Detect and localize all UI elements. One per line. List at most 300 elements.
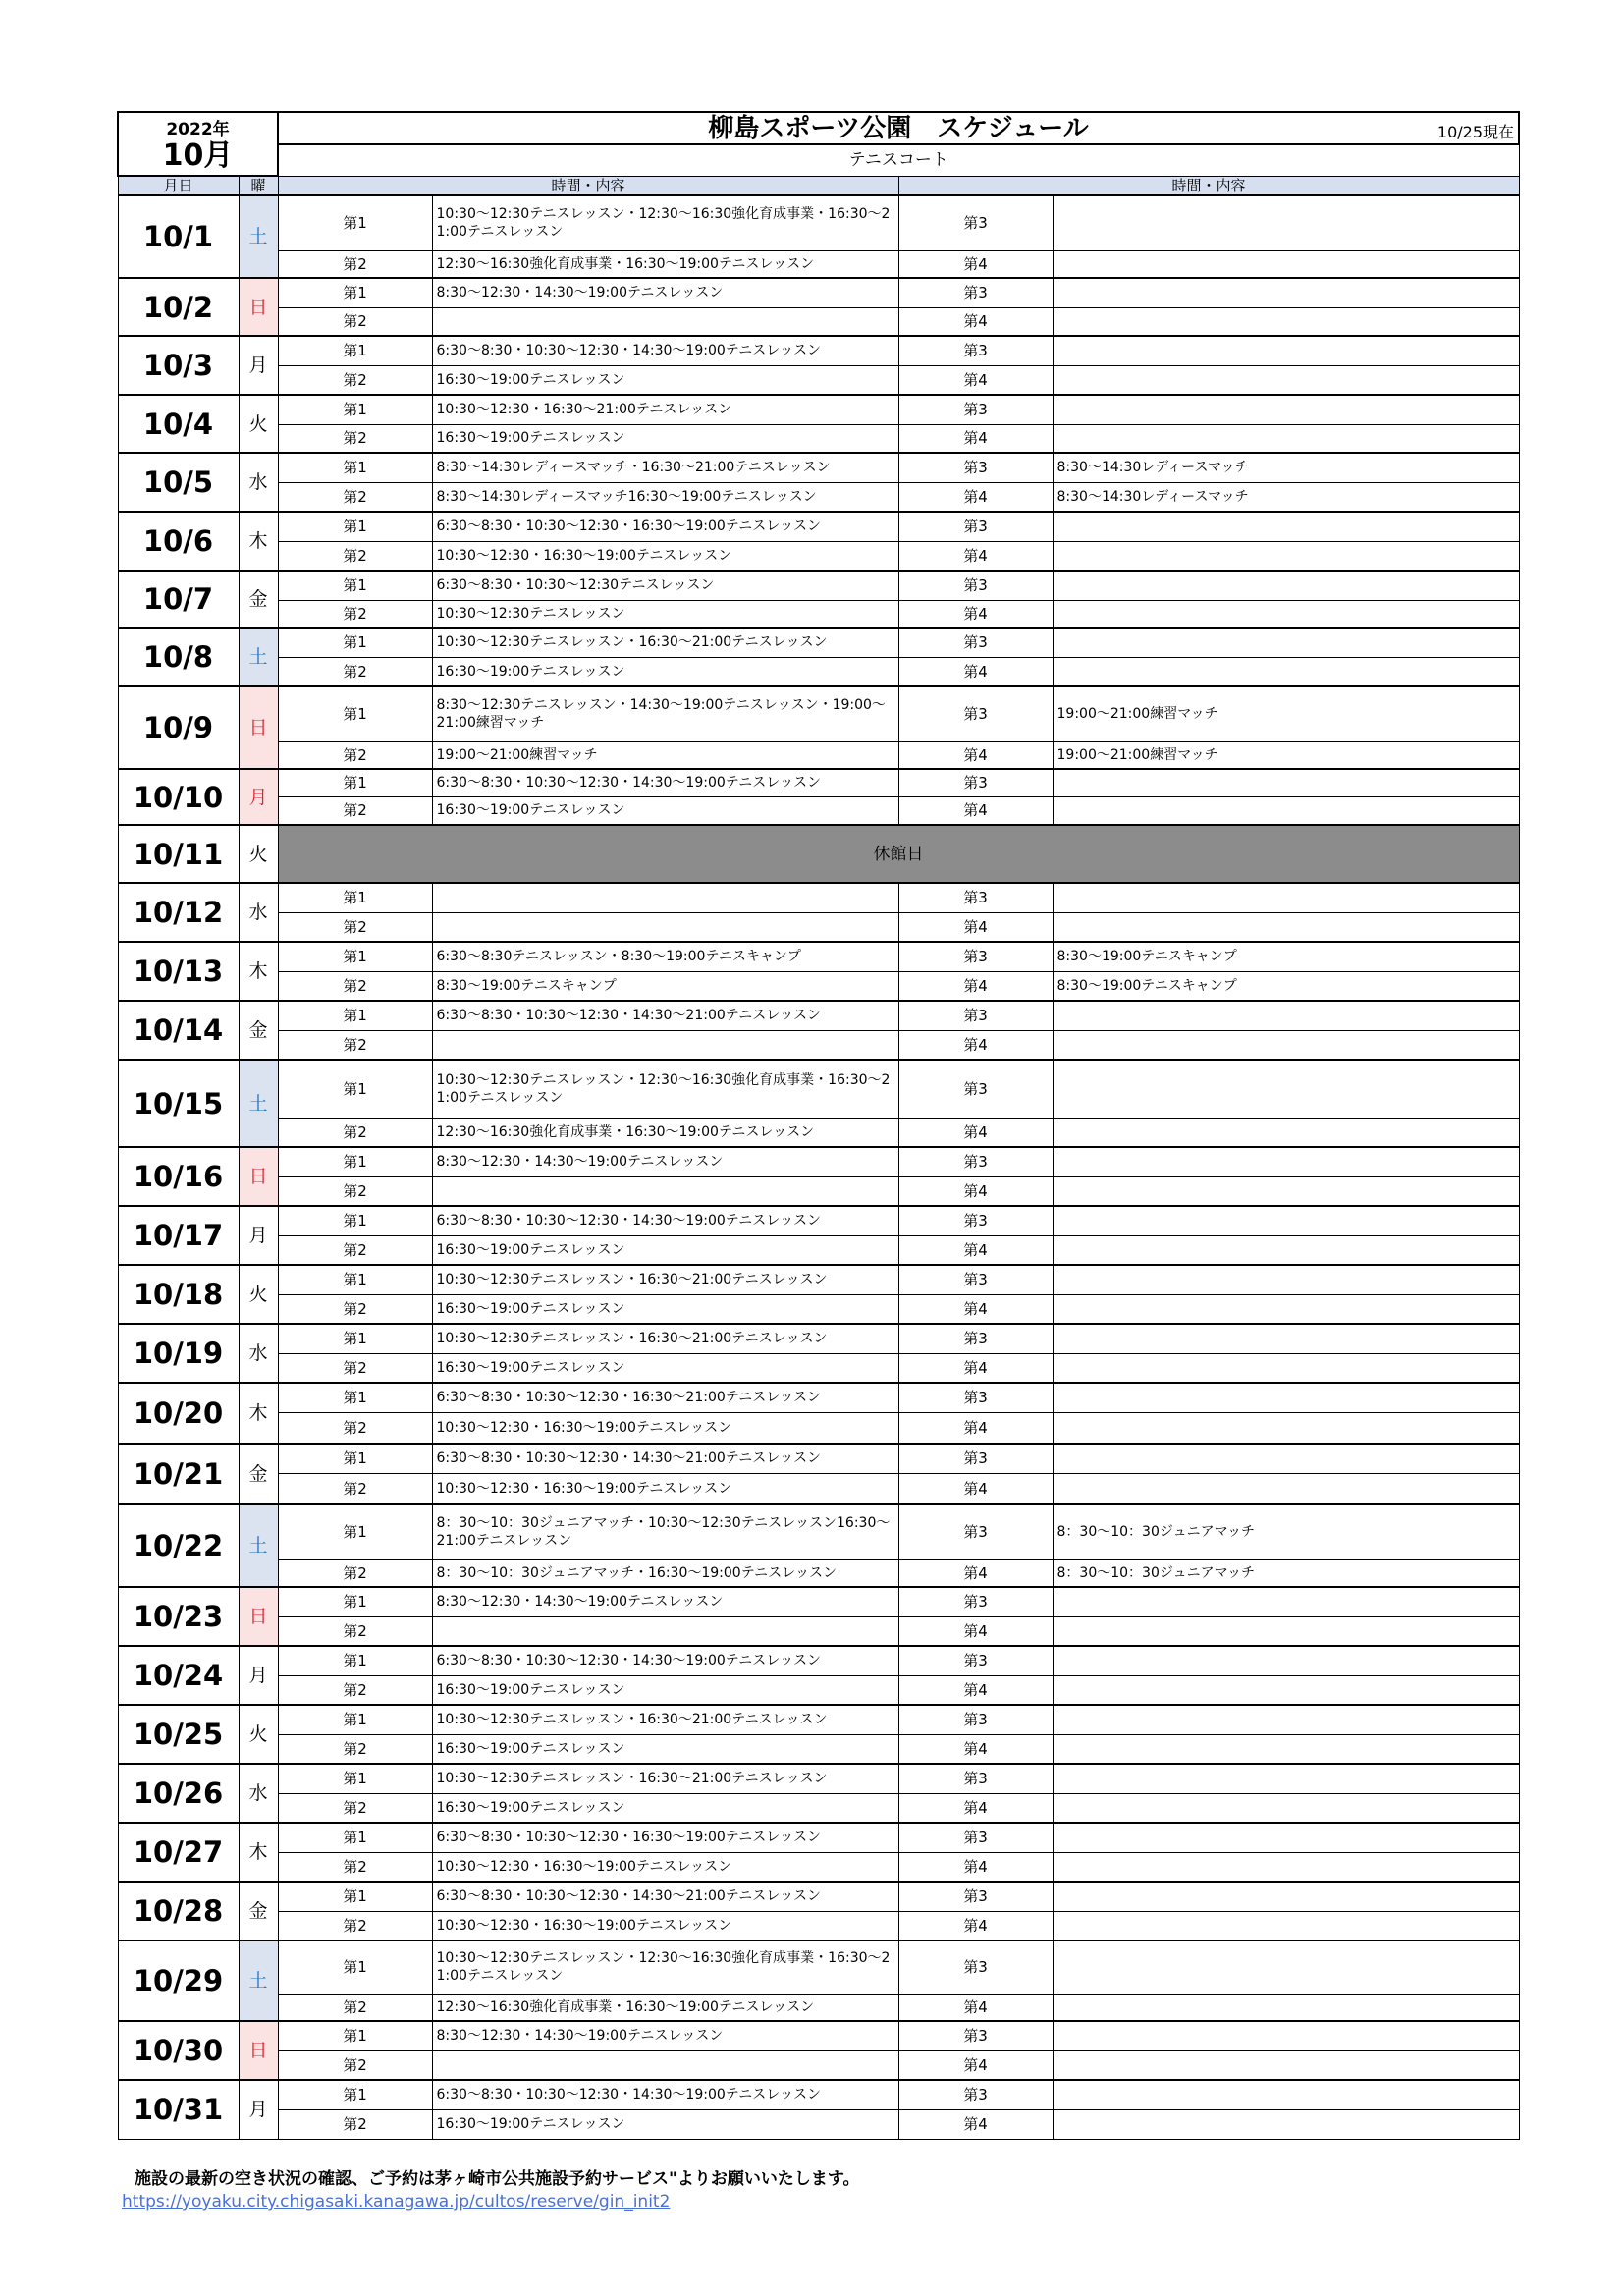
court-4-content — [1053, 365, 1519, 395]
court-label: 第4 — [898, 1852, 1053, 1882]
weekday-cell: 月 — [239, 1646, 278, 1705]
day-row — [118, 336, 1519, 365]
reservation-link[interactable]: https://yoyaku.city.chigasaki.kanagawa.jp/cultos/reserve/gin_init2 — [122, 2192, 671, 2212]
court-label: 第3 — [898, 453, 1053, 482]
weekday-cell: 水 — [239, 1324, 278, 1383]
court-2-content: 8:30〜19:00テニスキャンプ — [432, 971, 898, 1001]
as-of-date: 10/25現在 — [1436, 123, 1515, 141]
court-label: 第2 — [278, 1852, 432, 1882]
date-cell: 10/14 — [118, 1001, 239, 1060]
court-label: 第4 — [898, 250, 1053, 278]
day-row-second — [118, 250, 1519, 278]
court-2-content: 16:30〜19:00テニスレッスン — [432, 1353, 898, 1383]
weekday-cell: 土 — [239, 1060, 278, 1147]
day-row-second — [118, 741, 1519, 769]
month-label: 10月 — [162, 137, 234, 173]
court-label: 第3 — [898, 512, 1053, 541]
court-1-content: 6:30〜8:30・10:30〜12:30・16:30〜19:00テニスレッスン — [432, 1823, 898, 1852]
day-row-second — [118, 1675, 1519, 1705]
court-2-content: 16:30〜19:00テニスレッスン — [432, 657, 898, 686]
court-3-content — [1053, 1646, 1519, 1675]
court-3-content — [1053, 1587, 1519, 1616]
court-3-content — [1053, 1206, 1519, 1235]
court-label: 第2 — [278, 1675, 432, 1705]
court-3-content — [1053, 2080, 1519, 2109]
day-row-second — [118, 424, 1519, 453]
court-3-content — [1053, 1823, 1519, 1852]
court-label: 第1 — [278, 1444, 432, 1473]
court-label: 第1 — [278, 1147, 432, 1176]
court-1-content: 10:30〜12:30テニスレッスン・16:30〜21:00テニスレッスン — [432, 1265, 898, 1294]
court-2-content: 19:00〜21:00練習マッチ — [432, 741, 898, 769]
col-header-content-left: 時間・内容 — [278, 176, 898, 195]
day-row-second — [118, 1294, 1519, 1324]
court-label: 第3 — [898, 571, 1053, 600]
court-1-content: 8:30〜14:30レディースマッチ・16:30〜21:00テニスレッスン — [432, 453, 898, 482]
court-label: 第1 — [278, 769, 432, 796]
court-1-content: 6:30〜8:30・10:30〜12:30テニスレッスン — [432, 571, 898, 600]
day-row — [118, 278, 1519, 307]
date-cell: 10/5 — [118, 453, 239, 512]
day-row — [118, 1147, 1519, 1176]
court-label: 第3 — [898, 1060, 1053, 1118]
court-1-content — [432, 883, 898, 912]
court-label: 第1 — [278, 1646, 432, 1675]
court-1-content: 10:30〜12:30・16:30〜21:00テニスレッスン — [432, 395, 898, 424]
court-label: 第4 — [898, 796, 1053, 825]
court-3-content — [1053, 1060, 1519, 1118]
date-cell: 10/7 — [118, 571, 239, 628]
title-cell — [278, 112, 1519, 144]
court-4-content — [1053, 1793, 1519, 1823]
court-label: 第4 — [898, 600, 1053, 628]
weekday-cell: 日 — [239, 2021, 278, 2080]
day-row — [118, 1060, 1519, 1118]
court-3-content — [1053, 571, 1519, 600]
closed-cell: 休館日 — [278, 825, 1519, 883]
court-4-content — [1053, 1675, 1519, 1705]
court-label: 第1 — [278, 1705, 432, 1734]
court-label: 第3 — [898, 395, 1053, 424]
court-label: 第4 — [898, 741, 1053, 769]
day-row-second — [118, 1994, 1519, 2021]
court-3-content — [1053, 883, 1519, 912]
day-row — [118, 686, 1519, 741]
court-label: 第4 — [898, 1294, 1053, 1324]
court-2-content: 10:30〜12:30・16:30〜19:00テニスレッスン — [432, 1911, 898, 1941]
court-4-content — [1053, 1176, 1519, 1206]
court-label: 第2 — [278, 1994, 432, 2021]
court-label: 第1 — [278, 1206, 432, 1235]
date-cell: 10/9 — [118, 686, 239, 769]
date-cell: 10/31 — [118, 2080, 239, 2139]
day-row — [118, 1941, 1519, 1994]
court-4-content — [1053, 1412, 1519, 1444]
court-2-content: 10:30〜12:30・16:30〜19:00テニスレッスン — [432, 1412, 898, 1444]
court-label: 第3 — [898, 1941, 1053, 1994]
court-label: 第4 — [898, 482, 1053, 512]
weekday-cell: 火 — [239, 1705, 278, 1764]
weekday-cell: 水 — [239, 453, 278, 512]
court-4-content — [1053, 2050, 1519, 2080]
court-3-content — [1053, 1383, 1519, 1412]
court-2-content: 16:30〜19:00テニスレッスン — [432, 1675, 898, 1705]
court-label: 第4 — [898, 1994, 1053, 2021]
court-label: 第1 — [278, 628, 432, 657]
court-4-content — [1053, 1294, 1519, 1324]
court-2-content: 16:30〜19:00テニスレッスン — [432, 1235, 898, 1265]
court-2-content — [432, 1030, 898, 1060]
day-row-second — [118, 2109, 1519, 2139]
court-label: 第2 — [278, 1176, 432, 1206]
day-row — [118, 1646, 1519, 1675]
court-4-content: 8:30〜19:00テニスキャンプ — [1053, 971, 1519, 1001]
reservation-note: 施設の最新の空き状況の確認、ご予約は茅ヶ崎市公共施設予約サービス"よりお願いいたします。 — [135, 2169, 860, 2189]
court-label: 第3 — [898, 1324, 1053, 1353]
day-row-second — [118, 1473, 1519, 1504]
court-3-content — [1053, 1705, 1519, 1734]
day-row-second — [118, 600, 1519, 628]
court-1-content: 6:30〜8:30・10:30〜12:30・14:30〜21:00テニスレッスン — [432, 1444, 898, 1473]
court-label: 第1 — [278, 1504, 432, 1559]
day-row-second — [118, 912, 1519, 942]
court-3-content — [1053, 395, 1519, 424]
court-label: 第3 — [898, 1646, 1053, 1675]
court-label: 第4 — [898, 1734, 1053, 1764]
court-label: 第2 — [278, 1616, 432, 1646]
date-cell: 10/21 — [118, 1444, 239, 1504]
day-row-second — [118, 1559, 1519, 1587]
court-3-content — [1053, 1764, 1519, 1793]
court-1-content: 8:30〜12:30・14:30〜19:00テニスレッスン — [432, 1147, 898, 1176]
court-3-content — [1053, 1001, 1519, 1030]
day-row-second — [118, 1734, 1519, 1764]
court-4-content — [1053, 912, 1519, 942]
court-label: 第3 — [898, 1882, 1053, 1911]
court-label: 第2 — [278, 482, 432, 512]
weekday-cell: 土 — [239, 628, 278, 686]
court-label: 第3 — [898, 336, 1053, 365]
month-header — [118, 112, 278, 176]
court-1-content: 6:30〜8:30・10:30〜12:30・16:30〜21:00テニスレッスン — [432, 1383, 898, 1412]
court-4-content — [1053, 796, 1519, 825]
court-1-content: 6:30〜8:30・10:30〜12:30・14:30〜19:00テニスレッスン — [432, 2080, 898, 2109]
court-4-content — [1053, 1852, 1519, 1882]
court-label: 第3 — [898, 1206, 1053, 1235]
weekday-cell: 火 — [239, 395, 278, 453]
date-cell: 10/11 — [118, 825, 239, 883]
court-label: 第3 — [898, 2021, 1053, 2050]
day-row-second — [118, 1235, 1519, 1265]
court-label: 第1 — [278, 2080, 432, 2109]
court-4-content — [1053, 657, 1519, 686]
court-2-content — [432, 307, 898, 336]
court-3-content: 8：30〜10：30ジュニアマッチ — [1053, 1504, 1519, 1559]
court-label: 第4 — [898, 2109, 1053, 2139]
court-label: 第3 — [898, 1504, 1053, 1559]
court-label: 第4 — [898, 424, 1053, 453]
court-label: 第2 — [278, 1911, 432, 1941]
court-label: 第4 — [898, 541, 1053, 571]
date-cell: 10/13 — [118, 942, 239, 1001]
date-cell: 10/17 — [118, 1206, 239, 1265]
court-label: 第2 — [278, 971, 432, 1001]
court-3-content — [1053, 1882, 1519, 1911]
court-2-content: 10:30〜12:30テニスレッスン — [432, 600, 898, 628]
court-label: 第1 — [278, 1941, 432, 1994]
court-label: 第3 — [898, 1001, 1053, 1030]
court-label: 第4 — [898, 1412, 1053, 1444]
date-cell: 10/18 — [118, 1265, 239, 1324]
day-row — [118, 395, 1519, 424]
court-1-content: 10:30〜12:30テニスレッスン・12:30〜16:30強化育成事業・16:30〜21:00テニスレッスン — [432, 1941, 898, 1994]
day-row — [118, 628, 1519, 657]
court-2-content: 12:30〜16:30強化育成事業・16:30〜19:00テニスレッスン — [432, 1994, 898, 2021]
court-2-content: 16:30〜19:00テニスレッスン — [432, 1294, 898, 1324]
day-row-second — [118, 1118, 1519, 1147]
court-2-content: 8:30〜14:30レディースマッチ16:30〜19:00テニスレッスン — [432, 482, 898, 512]
court-label: 第3 — [898, 942, 1053, 971]
court-2-content: 8：30〜10：30ジュニアマッチ・16:30〜19:00テニスレッスン — [432, 1559, 898, 1587]
court-label: 第4 — [898, 1616, 1053, 1646]
court-label: 第4 — [898, 1118, 1053, 1147]
date-cell: 10/29 — [118, 1941, 239, 2021]
court-label: 第1 — [278, 512, 432, 541]
day-row — [118, 195, 1519, 250]
court-1-content: 10:30〜12:30テニスレッスン・16:30〜21:00テニスレッスン — [432, 1705, 898, 1734]
date-cell: 10/8 — [118, 628, 239, 686]
court-label: 第3 — [898, 769, 1053, 796]
court-label: 第1 — [278, 1764, 432, 1793]
court-1-content: 6:30〜8:30・10:30〜12:30・16:30〜19:00テニスレッスン — [432, 512, 898, 541]
weekday-cell: 金 — [239, 1001, 278, 1060]
date-cell: 10/1 — [118, 195, 239, 278]
court-1-content: 10:30〜12:30テニスレッスン・16:30〜21:00テニスレッスン — [432, 1324, 898, 1353]
court-4-content — [1053, 541, 1519, 571]
court-3-content: 19:00〜21:00練習マッチ — [1053, 686, 1519, 741]
court-label: 第2 — [278, 600, 432, 628]
court-3-content — [1053, 336, 1519, 365]
col-header-date: 月日 — [118, 176, 239, 195]
weekday-cell: 金 — [239, 1444, 278, 1504]
court-label: 第1 — [278, 453, 432, 482]
court-1-content: 6:30〜8:30・10:30〜12:30・14:30〜21:00テニスレッスン — [432, 1882, 898, 1911]
court-4-content — [1053, 1353, 1519, 1383]
schedule-body — [118, 195, 1519, 2139]
court-label: 第3 — [898, 1147, 1053, 1176]
court-label: 第1 — [278, 1587, 432, 1616]
day-row-second — [118, 482, 1519, 512]
court-3-content — [1053, 1444, 1519, 1473]
day-row-second — [118, 1176, 1519, 1206]
court-4-content — [1053, 1911, 1519, 1941]
court-label: 第1 — [278, 1265, 432, 1294]
court-label: 第2 — [278, 1294, 432, 1324]
court-label: 第4 — [898, 2050, 1053, 2080]
day-row — [118, 769, 1519, 796]
weekday-cell: 火 — [239, 825, 278, 883]
court-2-content: 10:30〜12:30・16:30〜19:00テニスレッスン — [432, 541, 898, 571]
court-2-content — [432, 1176, 898, 1206]
court-label: 第2 — [278, 796, 432, 825]
day-row — [118, 883, 1519, 912]
court-2-content — [432, 1616, 898, 1646]
court-label: 第2 — [278, 307, 432, 336]
day-row — [118, 453, 1519, 482]
court-3-content — [1053, 278, 1519, 307]
day-row — [118, 1265, 1519, 1294]
weekday-cell: 水 — [239, 883, 278, 942]
day-row — [118, 1882, 1519, 1911]
court-2-content: 16:30〜19:00テニスレッスン — [432, 2109, 898, 2139]
court-label: 第4 — [898, 365, 1053, 395]
date-cell: 10/2 — [118, 278, 239, 336]
weekday-cell: 木 — [239, 512, 278, 571]
day-row-second — [118, 1911, 1519, 1941]
court-label: 第3 — [898, 1705, 1053, 1734]
court-label: 第1 — [278, 2021, 432, 2050]
court-1-content: 6:30〜8:30テニスレッスン・8:30〜19:00テニスキャンプ — [432, 942, 898, 971]
date-cell: 10/24 — [118, 1646, 239, 1705]
day-row-second — [118, 657, 1519, 686]
court-3-content — [1053, 769, 1519, 796]
day-row-second — [118, 1793, 1519, 1823]
weekday-cell: 日 — [239, 1147, 278, 1206]
court-2-content: 10:30〜12:30・16:30〜19:00テニスレッスン — [432, 1852, 898, 1882]
court-label: 第3 — [898, 686, 1053, 741]
court-label: 第2 — [278, 1235, 432, 1265]
day-row-second — [118, 2050, 1519, 2080]
court-4-content: 19:00〜21:00練習マッチ — [1053, 741, 1519, 769]
court-4-content — [1053, 2109, 1519, 2139]
court-label: 第4 — [898, 1675, 1053, 1705]
court-2-content: 12:30〜16:30強化育成事業・16:30〜19:00テニスレッスン — [432, 1118, 898, 1147]
court-4-content: 8：30〜10：30ジュニアマッチ — [1053, 1559, 1519, 1587]
court-3-content — [1053, 1324, 1519, 1353]
date-cell: 10/10 — [118, 769, 239, 825]
court-4-content — [1053, 1118, 1519, 1147]
date-cell: 10/15 — [118, 1060, 239, 1147]
court-3-content: 8:30〜19:00テニスキャンプ — [1053, 942, 1519, 971]
day-row-second — [118, 1412, 1519, 1444]
court-label: 第3 — [898, 278, 1053, 307]
court-1-content: 10:30〜12:30テニスレッスン・16:30〜21:00テニスレッスン — [432, 1764, 898, 1793]
weekday-cell: 月 — [239, 2080, 278, 2139]
court-label: 第3 — [898, 195, 1053, 250]
court-1-content: 8:30〜12:30テニスレッスン・14:30〜19:00テニスレッスン・19:00〜21:00練習マッチ — [432, 686, 898, 741]
court-label: 第2 — [278, 912, 432, 942]
court-label: 第1 — [278, 278, 432, 307]
court-label: 第4 — [898, 657, 1053, 686]
court-label: 第4 — [898, 1353, 1053, 1383]
court-1-content: 8:30〜12:30・14:30〜19:00テニスレッスン — [432, 1587, 898, 1616]
day-row-second — [118, 1616, 1519, 1646]
weekday-cell: 月 — [239, 336, 278, 395]
court-1-content: 6:30〜8:30・10:30〜12:30・14:30〜19:00テニスレッスン — [432, 769, 898, 796]
day-row — [118, 512, 1519, 541]
date-cell: 10/6 — [118, 512, 239, 571]
court-3-content — [1053, 512, 1519, 541]
col-header-dow: 曜 — [239, 176, 278, 195]
day-row-second — [118, 541, 1519, 571]
court-label: 第2 — [278, 2050, 432, 2080]
court-label: 第4 — [898, 1235, 1053, 1265]
court-1-content: 8：30〜10：30ジュニアマッチ・10:30〜12:30テニスレッスン16:30〜21:00テニスレッスン — [432, 1504, 898, 1559]
weekday-cell: 日 — [239, 686, 278, 769]
day-row — [118, 1705, 1519, 1734]
court-label: 第4 — [898, 1559, 1053, 1587]
weekday-cell: 木 — [239, 942, 278, 1001]
date-cell: 10/30 — [118, 2021, 239, 2080]
court-4-content — [1053, 1994, 1519, 2021]
day-row — [118, 1206, 1519, 1235]
date-cell: 10/27 — [118, 1823, 239, 1882]
court-label: 第4 — [898, 971, 1053, 1001]
schedule-sheet — [117, 111, 1518, 2140]
day-row-second — [118, 971, 1519, 1001]
court-label: 第3 — [898, 1383, 1053, 1412]
court-3-content: 8:30〜14:30レディースマッチ — [1053, 453, 1519, 482]
court-label: 第3 — [898, 1764, 1053, 1793]
court-4-content — [1053, 307, 1519, 336]
court-3-content — [1053, 1147, 1519, 1176]
day-row — [118, 1764, 1519, 1793]
court-label: 第4 — [898, 1030, 1053, 1060]
page-title: 柳島スポーツ公園 スケジュール — [708, 113, 1089, 143]
court-label: 第3 — [898, 2080, 1053, 2109]
court-label: 第3 — [898, 628, 1053, 657]
court-4-content — [1053, 1473, 1519, 1504]
court-2-content: 12:30〜16:30強化育成事業・16:30〜19:00テニスレッスン — [432, 250, 898, 278]
day-row — [118, 1823, 1519, 1852]
court-3-content — [1053, 2021, 1519, 2050]
court-label: 第4 — [898, 307, 1053, 336]
weekday-cell: 日 — [239, 1587, 278, 1646]
weekday-cell: 土 — [239, 195, 278, 278]
date-cell: 10/26 — [118, 1764, 239, 1823]
court-3-content — [1053, 1941, 1519, 1994]
day-row — [118, 1504, 1519, 1559]
weekday-cell: 月 — [239, 769, 278, 825]
court-label: 第1 — [278, 942, 432, 971]
court-label: 第2 — [278, 1793, 432, 1823]
court-3-content — [1053, 1265, 1519, 1294]
court-2-content: 10:30〜12:30・16:30〜19:00テニスレッスン — [432, 1473, 898, 1504]
date-cell: 10/20 — [118, 1383, 239, 1444]
weekday-cell: 日 — [239, 278, 278, 336]
court-label: 第4 — [898, 1793, 1053, 1823]
date-cell: 10/16 — [118, 1147, 239, 1206]
day-row — [118, 1324, 1519, 1353]
weekday-cell: 木 — [239, 1823, 278, 1882]
court-2-content: 16:30〜19:00テニスレッスン — [432, 1734, 898, 1764]
date-cell: 10/19 — [118, 1324, 239, 1383]
date-cell: 10/3 — [118, 336, 239, 395]
court-label: 第1 — [278, 1001, 432, 1030]
court-4-content — [1053, 250, 1519, 278]
court-label: 第2 — [278, 1473, 432, 1504]
facility-name: テニスコート — [278, 144, 1519, 176]
date-cell: 10/28 — [118, 1882, 239, 1941]
court-label: 第1 — [278, 1324, 432, 1353]
court-label: 第2 — [278, 1118, 432, 1147]
day-row-closed — [118, 825, 1519, 883]
weekday-cell: 金 — [239, 1882, 278, 1941]
day-row — [118, 1444, 1519, 1473]
weekday-cell: 水 — [239, 1764, 278, 1823]
court-1-content: 6:30〜8:30・10:30〜12:30・14:30〜19:00テニスレッスン — [432, 1646, 898, 1675]
court-1-content: 10:30〜12:30テニスレッスン・12:30〜16:30強化育成事業・16:30〜21:00テニスレッスン — [432, 195, 898, 250]
